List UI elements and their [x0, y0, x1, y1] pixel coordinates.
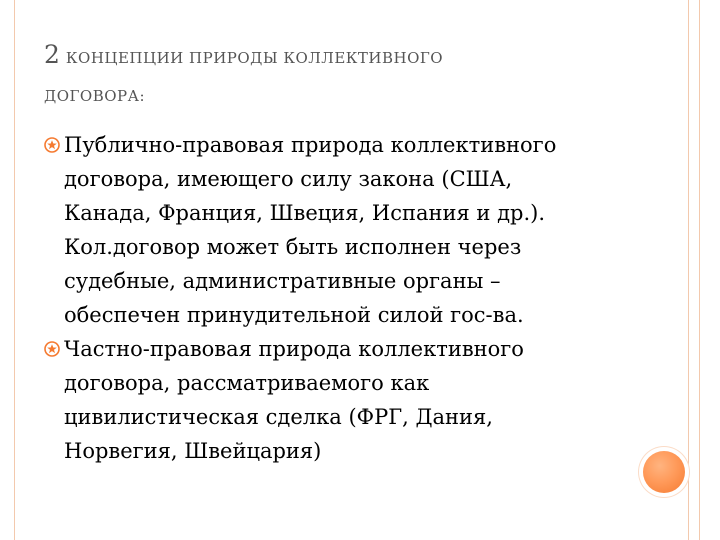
- bullet-line: договора, рассматриваемого как: [64, 371, 430, 395]
- bullet-line: цивилистическая сделка (ФРГ, Дания,: [64, 405, 493, 429]
- bullet-line: судебные, административные органы –: [64, 269, 501, 293]
- title-line-1: КОНЦЕПЦИИ ПРИРОДЫ КОЛЛЕКТИВНОГО: [65, 49, 444, 67]
- bullet-line: Публично-правовая природа коллективного: [64, 133, 557, 157]
- bullet-item-public-law: [44, 128, 684, 332]
- bullet-line: Норвегия, Швейцария): [64, 439, 322, 463]
- bullet-item-private-law: [44, 332, 684, 468]
- bullet-line: Кол.договор может быть исполнен через: [64, 235, 522, 259]
- title-line-2: ДОГОВОРА:: [44, 87, 146, 105]
- bullet-line: Канада, Франция, Швеция, Испания и др.).: [64, 201, 545, 225]
- bullet-line: Частно-правовая природа коллективного: [64, 337, 524, 361]
- bullet-line: обеспечен принудительной силой гос-ва.: [64, 303, 524, 327]
- slide-title: [44, 36, 664, 115]
- star-bullet-icon: [44, 341, 60, 357]
- bullet-list: [44, 128, 684, 468]
- bullet-line: договора, имеющего силу закона (США,: [64, 167, 513, 191]
- decorative-rule: [688, 0, 689, 540]
- title-number: 2: [44, 40, 60, 69]
- star-bullet-icon: [44, 137, 60, 153]
- decorative-orange-circle: [643, 451, 685, 493]
